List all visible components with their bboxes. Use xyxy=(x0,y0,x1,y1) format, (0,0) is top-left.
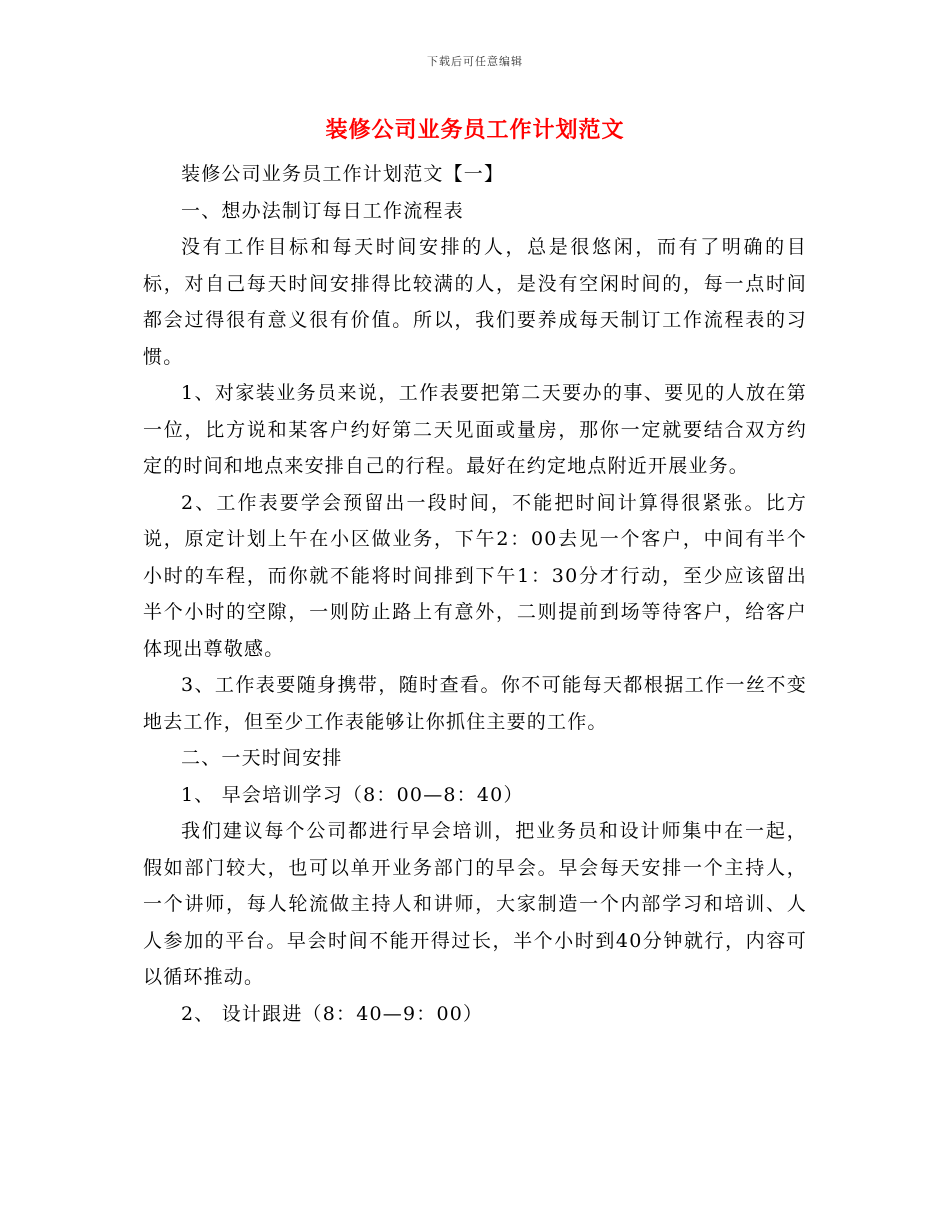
document-body xyxy=(143,156,807,1032)
body-paragraph: 1、对家装业务员来说，工作表要把第二天要办的事、要见的人放在第一位，比方说和某客户约好第二天见面或量房，那你一定就要结合双方约定的时间和地点来安排自己的行程。最好在约定地点附近开展业务。 xyxy=(143,382,807,477)
body-paragraph: 2、工作表要学会预留出一段时间，不能把时间计算得很紧张。比方说，原定计划上午在小区做业务，下午2：00去见一个客户，中间有半个小时的车程，而你就不能将时间排到下午1：30分才行动，至少应该留出半个小时的空隙，一则防止路上有意外，二则提前到场等待客户，给客户体现出尊敬感。 xyxy=(143,491,807,660)
body-paragraph: 3、工作表要随身携带，随时查看。你不可能每天都根据工作一丝不变地去工作，但至少工作表能够让你抓住主要的工作。 xyxy=(143,674,807,733)
document-title: 装修公司业务员工作计划范文 xyxy=(325,117,625,143)
body-paragraph: 我们建议每个公司都进行早会培训，把业务员和设计师集中在一起，假如部门较大，也可以单开业务部门的早会。早会每天安排一个主持人，一个讲师，每人轮流做主持人和讲师，大家制造一个内部学习和培训、人人参加的平台。早会时间不能开得过长，半个小时到40分钟就行，内容可以循环推动。 xyxy=(143,820,807,988)
section-subheading: 一、想办法制订每日工作流程表 xyxy=(181,199,464,222)
section-subheading: 二、一天时间安排 xyxy=(181,747,343,769)
header-note: 下载后可任意编辑 xyxy=(427,55,523,68)
list-item-heading: 2、 设计跟进（8：40—9：00） xyxy=(181,1002,484,1025)
body-paragraph: 没有工作目标和每天时间安排的人，总是很悠闲，而有了明确的目标，对自己每天时间安排得比较满的人，是没有空闲时间的，每一点时间都会过得很有意义很有价值。所以，我们要养成每天制订工作流程表的习惯。 xyxy=(143,236,807,368)
section-heading: 装修公司业务员工作计划范文【一】 xyxy=(181,163,505,185)
list-item-heading: 1、 早会培训学习（8：00—8：40） xyxy=(181,783,524,806)
